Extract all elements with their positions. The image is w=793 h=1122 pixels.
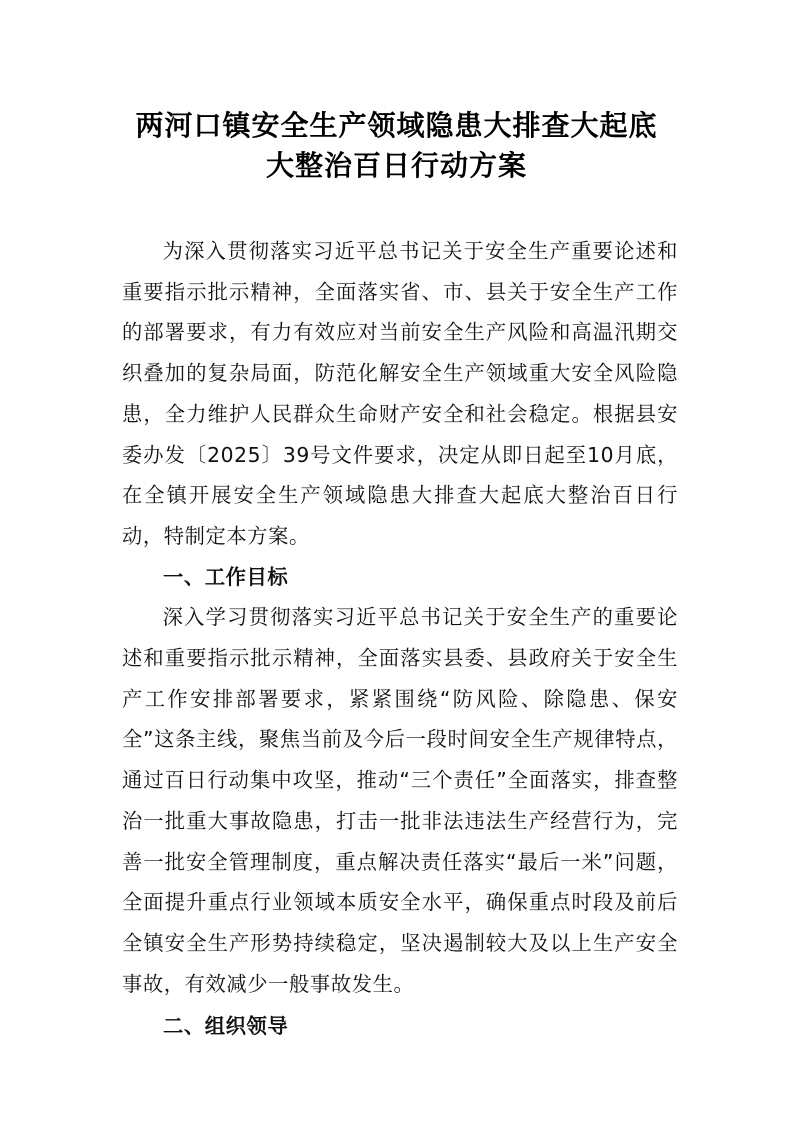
section-2-heading: 二、组织领导: [163, 1014, 289, 1039]
intro-paragraph: 为深入贯彻落实习近平总书记关于安全生产重要论述和重要指示批示精神，全面落实省、市、县关于安全生产工作的部署要求，有力有效应对当前安全生产风险和高温汛期交织叠加的复杂局面，防范化解安全生产领域重大安全风险隐患，全力维护人民群众生命财产安全和社会稳定。根据县安委办发〔2025〕39号文件要求，决定从即日起至10月底，在全镇开展安全生产领域隐患大排查大起底大整治百日行动，特制定本方案。: [122, 239, 678, 548]
document-body: [122, 231, 678, 1047]
section-1-heading: 一、工作目标: [163, 564, 289, 589]
document-title-line-1: 两河口镇安全生产领域隐患大排查大起底: [135, 109, 658, 142]
document-title-line-2: 大整治百日行动方案: [265, 149, 527, 182]
section-1-paragraph: 深入学习贯彻落实习近平总书记关于安全生产的重要论述和重要指示批示精神，全面落实县委、县政府关于安全生产工作安排部署要求，紧紧围绕“防风险、除隐患、保安全”这条主线，聚焦当前及今后一段时间安全生产规律特点，通过百日行动集中攻坚，推动“三个责任”全面落实，排查整治一批重大事故隐患，打击一批非法违法生产经营行为，完善一批安全管理制度，重点解决责任落实“最后一米”问题，全面提升重点行业领域本质安全水平，确保重点时段及前后全镇安全生产形势持续稳定，坚决遏制较大及以上生产安全事故，有效减少一般事故发生。: [122, 605, 678, 996]
